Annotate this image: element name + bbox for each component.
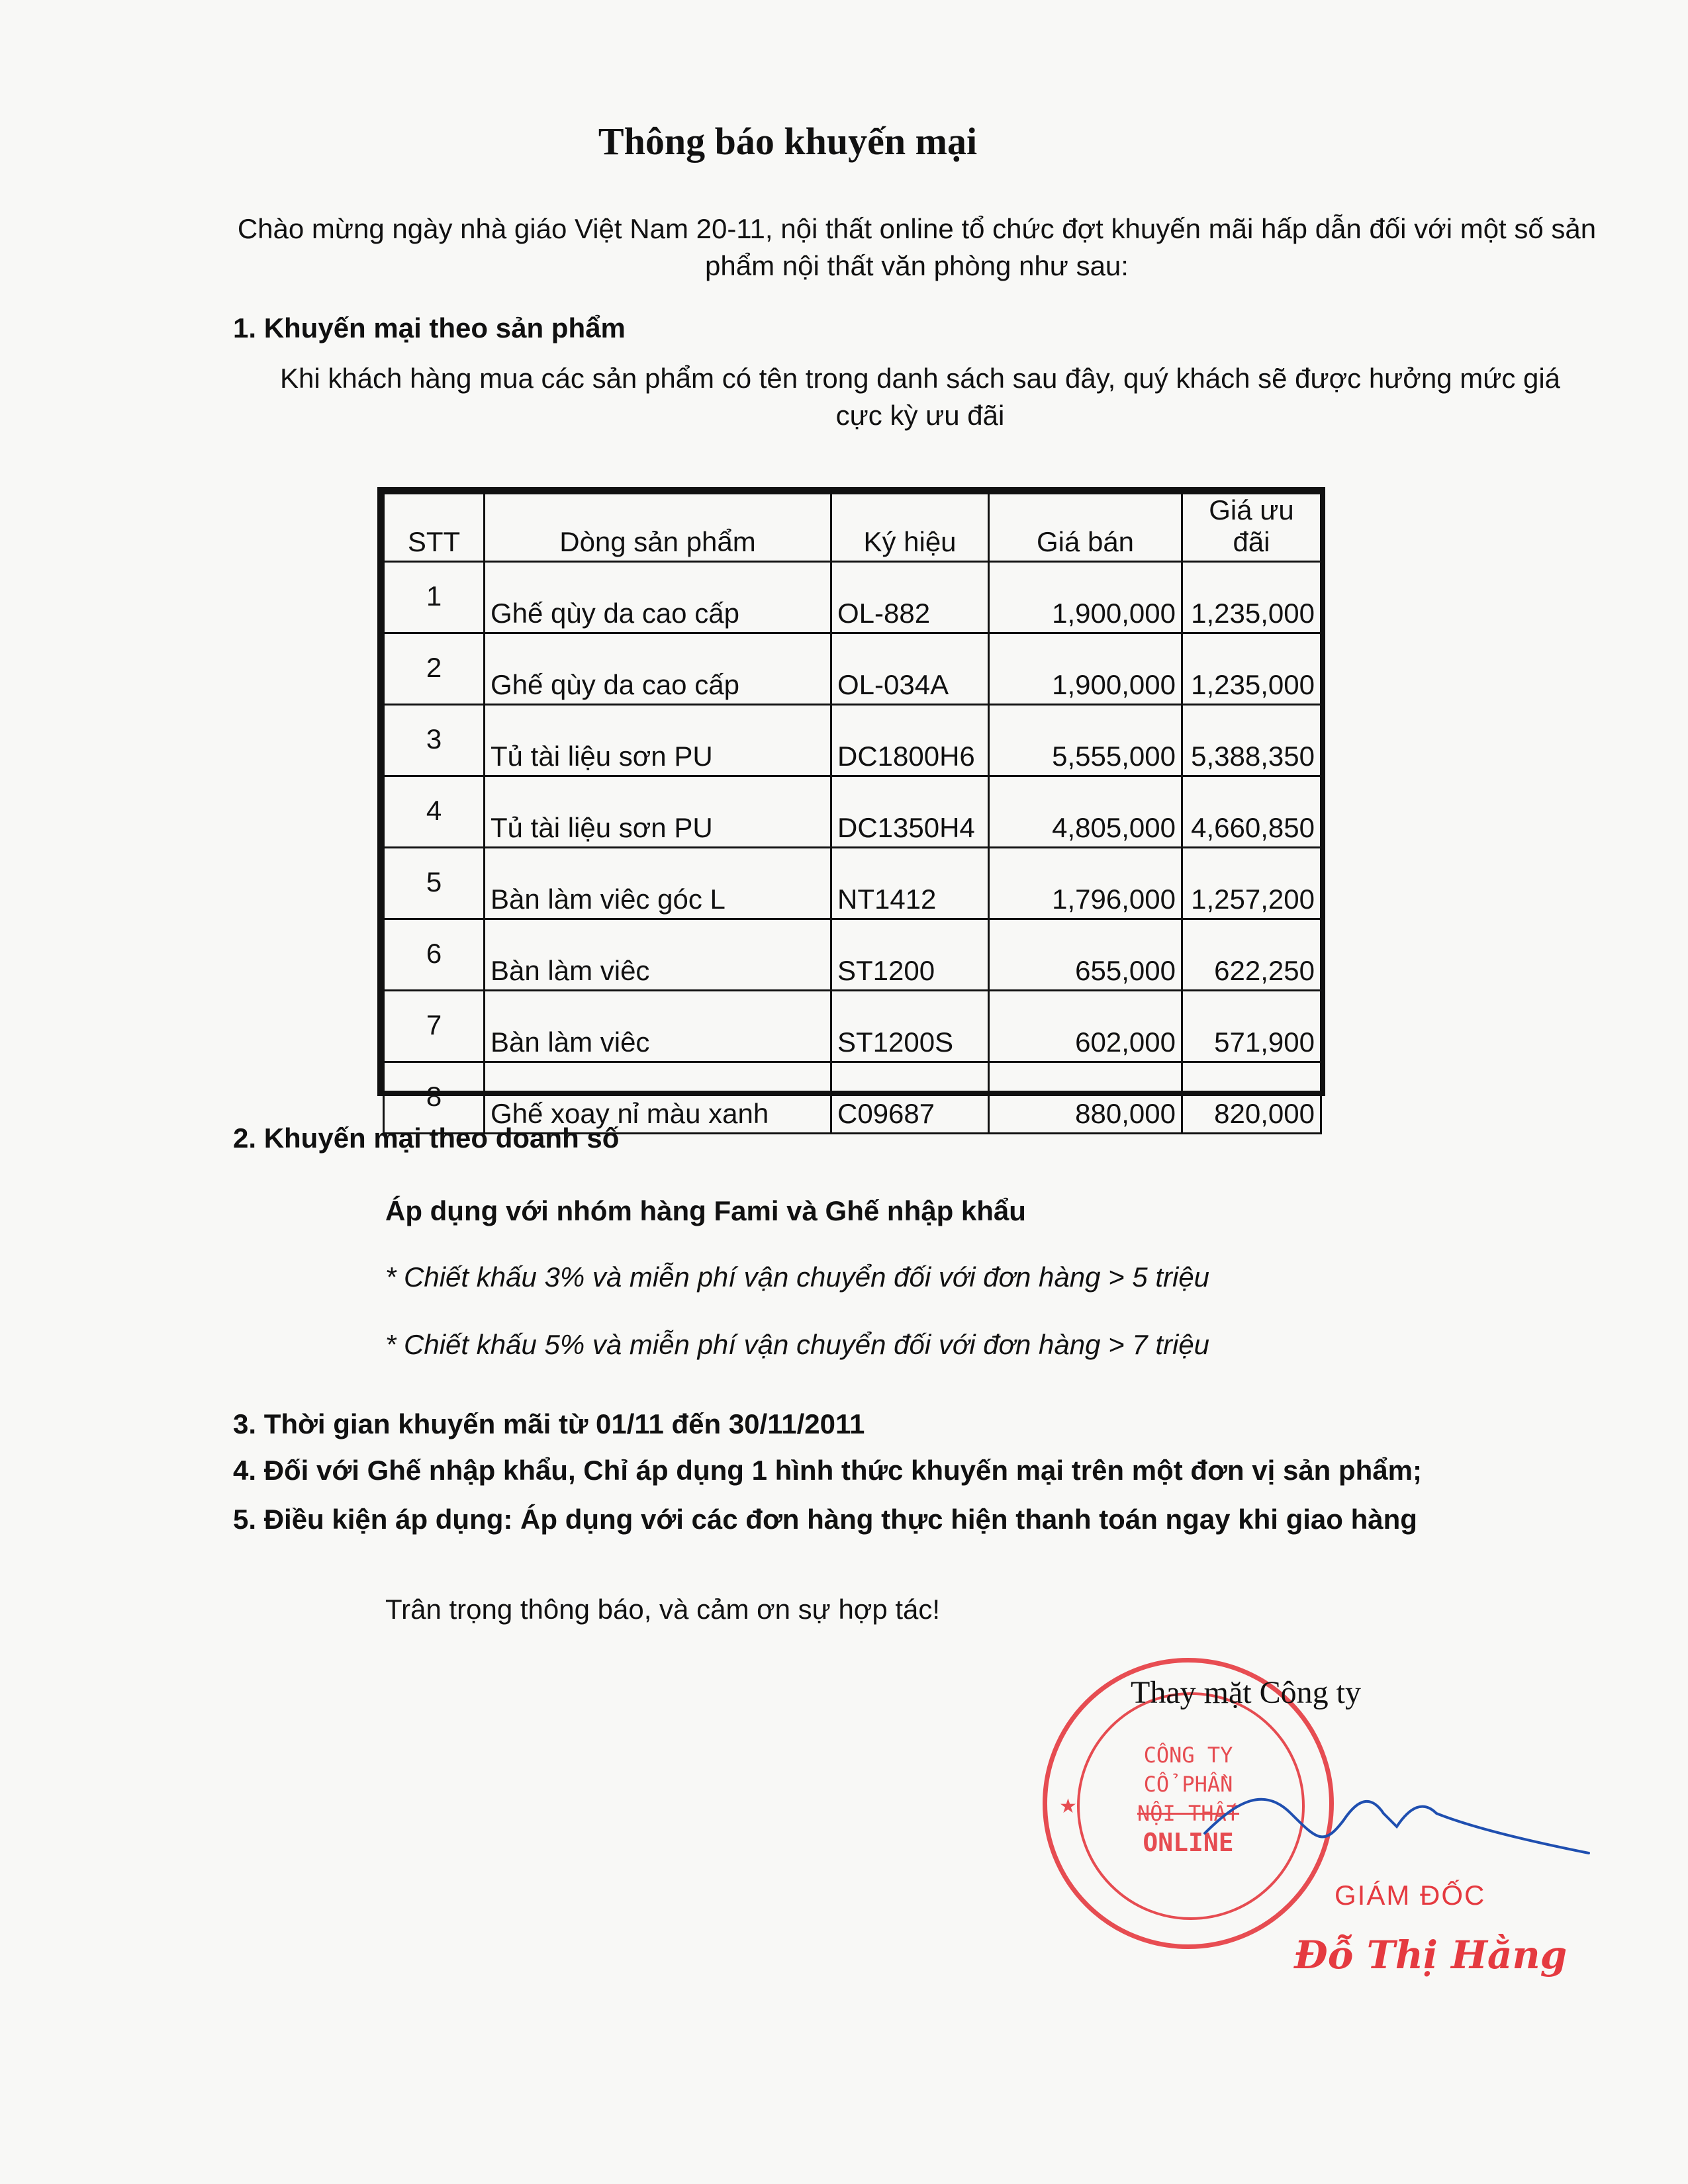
cell-code: OL-034A (831, 633, 989, 705)
cell-promo-price: 571,900 (1182, 991, 1321, 1062)
cell-code: C09687 (831, 1062, 989, 1134)
director-role: GIÁM ĐỐC (1335, 1880, 1486, 1911)
cell-code: DC1800H6 (831, 705, 989, 776)
cell-price: 1,900,000 (989, 562, 1182, 633)
cell-promo-price: 5,388,350 (1182, 705, 1321, 776)
cell-code: DC1350H4 (831, 776, 989, 848)
cell-stt: 2 (384, 633, 485, 705)
cell-stt: 6 (384, 919, 485, 991)
stamp-line-3: NỘI THẤT (1137, 1801, 1240, 1826)
table-row (384, 848, 1321, 919)
cell-stt: 7 (384, 991, 485, 1062)
section-1-desc-line-1: Khi khách hàng mua các sản phẩm có tên trong danh sách sau đây, quý khách sẽ được hưởng mức giá (279, 363, 1561, 394)
section-2-bullet-2: * Chiết khấu 5% và miễn phí vận chuyển đối với đơn hàng > 7 triệu (385, 1329, 1210, 1360)
intro-line-1: Chào mừng ngày nhà giáo Việt Nam 20-11, nội thất online tổ chức đợt khuyến mãi hấp dẫn đối với một số sản (237, 213, 1597, 244)
cell-stt: 8 (384, 1062, 485, 1134)
header-product-line: Dòng sản phẩm (485, 494, 831, 562)
header-price: Giá bán (989, 494, 1182, 562)
section-2-subheading: Áp dụng với nhóm hàng Fami và Ghế nhập khẩu (385, 1195, 1026, 1226)
cell-stt: 1 (384, 562, 485, 633)
closing-text: Trân trọng thông báo, và cảm ơn sự hợp tác! (385, 1594, 941, 1625)
cell-promo-price: 4,660,850 (1182, 776, 1321, 848)
cell-code: ST1200 (831, 919, 989, 991)
on-behalf-text: Thay mặt Công ty (1131, 1675, 1361, 1710)
stamp-star-icon: ★ (1059, 1796, 1077, 1817)
cell-stt: 5 (384, 848, 485, 919)
cell-price: 4,805,000 (989, 776, 1182, 848)
table-row (384, 705, 1321, 776)
intro-paragraph (225, 210, 1609, 285)
section-1-desc-line-2: cực kỳ ưu đãi (835, 400, 1005, 431)
cell-code: OL-882 (831, 562, 989, 633)
cell-promo-price: 1,235,000 (1182, 633, 1321, 705)
cell-product: Bàn làm viêc (485, 991, 831, 1062)
cell-product: Bàn làm viêc (485, 919, 831, 991)
header-code: Ký hiệu (831, 494, 989, 562)
cell-price: 880,000 (989, 1062, 1182, 1134)
handwritten-signature (1192, 1774, 1602, 1866)
cell-product: Ghế qùy da cao cấp (485, 633, 831, 705)
table-row (384, 633, 1321, 705)
cell-stt: 3 (384, 705, 485, 776)
cell-price: 655,000 (989, 919, 1182, 991)
section-1-description (258, 360, 1582, 434)
section-3-text: 3. Thời gian khuyến mãi từ 01/11 đến 30/11/2011 (233, 1408, 865, 1439)
cell-product: Ghế xoay nỉ màu xanh (485, 1062, 831, 1134)
cell-stt: 4 (384, 776, 485, 848)
cell-price: 1,900,000 (989, 633, 1182, 705)
cell-code: ST1200S (831, 991, 989, 1062)
header-promo-price: Giá ưu đãi (1182, 494, 1321, 562)
cell-price: 1,796,000 (989, 848, 1182, 919)
cell-product: Bàn làm viêc góc L (485, 848, 831, 919)
section-2-heading: 2. Khuyến mại theo doanh số (233, 1122, 620, 1154)
intro-line-2: phẩm nội thất văn phòng như sau: (705, 250, 1129, 281)
table-row (384, 919, 1321, 991)
cell-product: Ghế qùy da cao cấp (485, 562, 831, 633)
cell-promo-price: 622,250 (1182, 919, 1321, 991)
stamp-line-4: ONLINE (1143, 1828, 1234, 1857)
cell-price: 5,555,000 (989, 705, 1182, 776)
cell-code: NT1412 (831, 848, 989, 919)
section-1-heading: 1. Khuyến mại theo sản phẩm (233, 312, 626, 343)
table-header-row (384, 494, 1321, 562)
table-row (384, 562, 1321, 633)
table-row (384, 776, 1321, 848)
cell-product: Tủ tài liệu sơn PU (485, 776, 831, 848)
promo-table-grid (383, 492, 1322, 1134)
section-2-bullet-1: * Chiết khấu 3% và miễn phí vận chuyển đối với đơn hàng > 5 triệu (385, 1261, 1210, 1293)
stamp-line-2: CỔ PHẦN (1143, 1772, 1233, 1797)
section-4-text: 4. Đối với Ghế nhập khẩu, Chỉ áp dụng 1 hình thức khuyến mại trên một đơn vị sản phẩm; (233, 1455, 1422, 1486)
director-name: Đỗ Thị Hằng (1294, 1933, 1568, 1978)
document-title: Thông báo khuyến mại (598, 120, 978, 163)
stamp-line-1: CÔNG TY (1143, 1743, 1233, 1768)
cell-product: Tủ tài liệu sơn PU (485, 705, 831, 776)
cell-promo-price: 820,000 (1182, 1062, 1321, 1134)
table-row (384, 991, 1321, 1062)
section-5-text: 5. Điều kiện áp dụng: Áp dụng với các đơn hàng thực hiện thanh toán ngay khi giao hàng (233, 1504, 1417, 1535)
cell-promo-price: 1,257,200 (1182, 848, 1321, 919)
header-stt: STT (384, 494, 485, 562)
promo-table (377, 487, 1325, 1129)
cell-promo-price: 1,235,000 (1182, 562, 1321, 633)
cell-price: 602,000 (989, 991, 1182, 1062)
